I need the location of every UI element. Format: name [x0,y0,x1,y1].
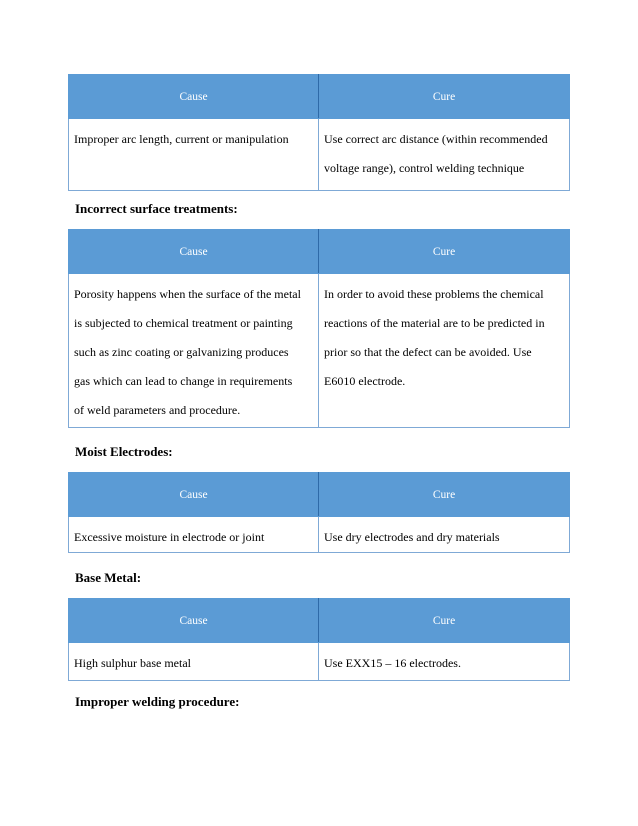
cause-text: gas which can lead to change in requirements [74,374,293,388]
cause-cell [69,643,319,681]
cure-text: In order to avoid these problems the chemical [324,287,544,301]
column-header-cause: Cause [69,599,319,643]
section-heading-surface-treatments: Incorrect surface treatments: [75,201,238,216]
column-header-cause: Cause [69,75,319,119]
column-header-cure: Cure [319,473,570,517]
cause-text: of weld parameters and procedure. [74,403,241,417]
cure-text: Use EXX15 – 16 electrodes. [324,656,461,670]
cause-cell [69,119,319,191]
cure-text: Use correct arc distance (within recommended [324,132,548,146]
table-row [69,119,570,191]
cause-text: Improper arc length, current or manipulation [74,132,289,146]
cause-text: is subjected to chemical treatment or painting [74,316,293,330]
column-header-cure: Cure [319,75,570,119]
cure-cell [319,517,570,553]
section-heading-moist-electrodes: Moist Electrodes: [75,444,173,459]
cure-cell [319,119,570,191]
table-moist-electrodes [68,472,570,553]
table-base-metal [68,598,570,681]
cause-text: High sulphur base metal [74,656,191,670]
cure-text: E6010 electrode. [324,374,406,388]
cure-text: prior so that the defect can be avoided. Use [324,345,532,359]
cure-text: Use dry electrodes and dry materials [324,530,500,544]
table-row [69,274,570,428]
table-row [69,517,570,553]
column-header-cure: Cure [319,230,570,274]
column-header-cure: Cure [319,599,570,643]
cause-text: Excessive moisture in electrode or joint [74,530,265,544]
section-heading-improper-welding-procedure: Improper welding procedure: [75,694,240,709]
table-surface-treatments [68,229,570,428]
section-heading-base-metal: Base Metal: [75,570,142,585]
cause-cell [69,517,319,553]
cure-text: voltage range), control welding technique [324,161,525,175]
cure-cell [319,643,570,681]
table-row [69,643,570,681]
column-header-cause: Cause [69,230,319,274]
table-arc-length [68,74,570,191]
cure-text: reactions of the material are to be predicted in [324,316,545,330]
cause-text: Porosity happens when the surface of the metal [74,287,301,301]
cause-cell [69,274,319,428]
cure-cell [319,274,570,428]
column-header-cause: Cause [69,473,319,517]
cause-text: such as zinc coating or galvanizing produces [74,345,289,359]
